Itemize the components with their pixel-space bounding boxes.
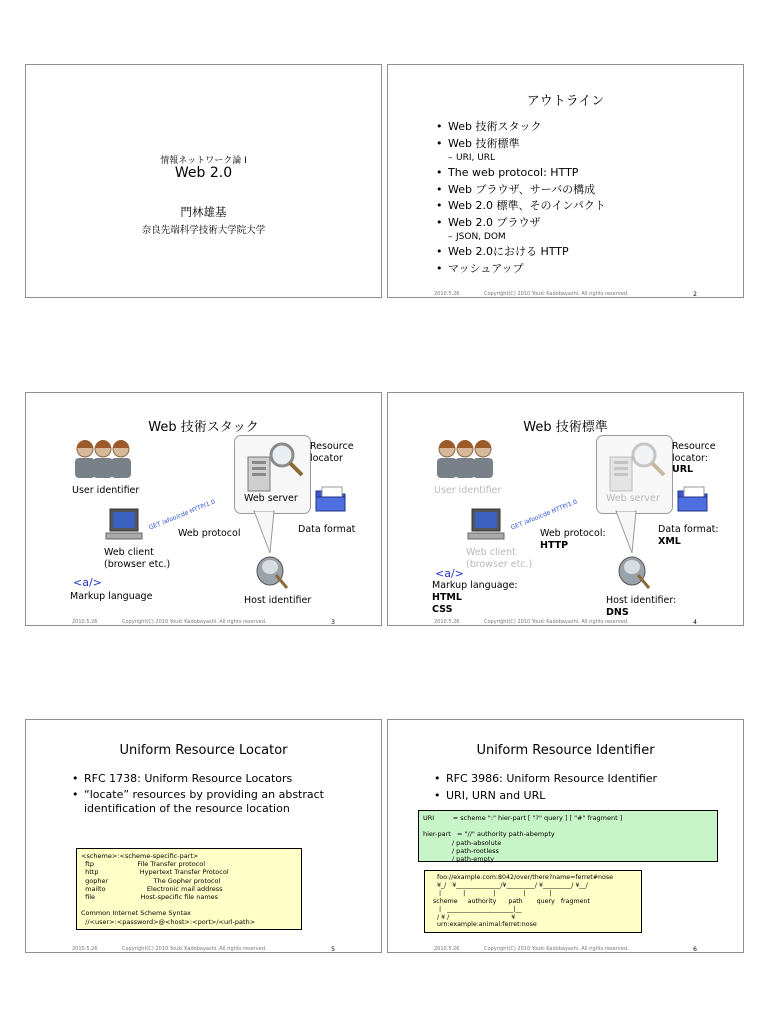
data-format-value: XML [658, 536, 681, 547]
web-protocol-value: HTTP [540, 540, 569, 551]
uri-grammar-box: URI = scheme ":" hier-part [ "?" query ] [ "#" fragment ] hier-part = "//" authority path-abempty / path-absolute / path-rootless / path-empty [418, 810, 718, 862]
users-icon [433, 439, 497, 481]
user-identifier-label: User identifier [434, 485, 502, 496]
magnifier-icon [266, 441, 306, 481]
folder-icon [676, 485, 710, 513]
slide-title: Uniform Resource Identifier [476, 743, 655, 758]
footer-date: 2010.5.26 [434, 291, 460, 297]
list-item: • Web ブラウザ、サーバの構成 [434, 182, 606, 199]
web-server-label: Web server [244, 493, 298, 504]
list-item: • RFC 1738: Uniform Resource Locators [70, 771, 324, 788]
footer-copyright: Copyright(C) 2010 Youki Kadobayashi. All rights reserved. [484, 291, 629, 297]
slide-title: アウトライン [526, 94, 605, 109]
list-item: • “locate” resources by providing an abstract identification of the resource location [70, 788, 324, 817]
page-number: 2 [693, 291, 697, 298]
footer-copyright: Copyright(C) 2010 Youki Kadobayashi. All rights reserved. [484, 946, 629, 952]
bullet-list [432, 771, 657, 804]
slide-2 [387, 64, 744, 298]
a-tag-label: <a/> [73, 576, 102, 589]
footer-copyright: Copyright(C) 2010 Youki Kadobayashi. All rights reserved. [122, 619, 267, 625]
slide-5 [25, 719, 382, 953]
footer-date: 2010.5.26 [72, 619, 98, 625]
slide-title: Web 技術スタック [148, 420, 259, 435]
client-computer-icon [104, 507, 144, 541]
web-protocol-label: Web protocol: [540, 528, 606, 539]
footer-copyright: Copyright(C) 2010 Youki Kadobayashi. All rights reserved. [122, 946, 267, 952]
user-identifier-label: User identifier [72, 485, 140, 496]
slide-3 [25, 392, 382, 626]
author-name: 門林雄基 [180, 205, 227, 219]
page-number: 5 [331, 946, 335, 953]
page-number: 4 [693, 619, 697, 626]
slide-6 [387, 719, 744, 953]
host-icon [616, 553, 652, 591]
list-sub-item: – URI, URL [434, 152, 606, 165]
list-item: • RFC 3986: Uniform Resource Identifier [432, 771, 657, 788]
host-icon [254, 553, 290, 591]
list-item: • Web 2.0 ブラウザ [434, 215, 606, 232]
markup-language-label: Markup language: [432, 580, 518, 591]
web-protocol-label: Web protocol [178, 528, 241, 539]
resource-locator-label: Resource locator [310, 441, 354, 464]
users-icon [71, 439, 135, 481]
slide-4 [387, 392, 744, 626]
data-format-label: Data format [298, 524, 356, 535]
host-identifier-value: DNS [606, 607, 629, 618]
magnifier-icon [628, 441, 668, 481]
slide-1 [25, 64, 382, 298]
markup-language-label: Markup language [70, 591, 153, 602]
markup-language-values: HTML CSS [432, 592, 462, 615]
resource-locator-value: URL [672, 464, 694, 475]
list-item: • マッシュアップ [434, 261, 606, 278]
web-client-label: Web client (browser etc.) [104, 547, 171, 570]
slide-title: Uniform Resource Locator [119, 743, 288, 758]
url-syntax-box: <scheme>:<scheme-specific-part> ftp File Transfer protocol http Hypertext Transfer Protocol gopher The Gopher protocol mailto Electronic mail address file Host-specific file names Common Internet Scheme Syntax //<user>:<password>@<host>:<port>/<url-path> [76, 848, 302, 930]
web-client-label: Web client (browser etc.) [466, 547, 533, 570]
host-identifier-label: Host identifier [244, 595, 312, 606]
list-item: • URI, URN and URL [432, 788, 657, 805]
footer-date: 2010.5.26 [434, 946, 460, 952]
list-item: • Web 技術スタック [434, 119, 606, 136]
footer-copyright: Copyright(C) 2010 Youki Kadobayashi. All rights reserved. [484, 619, 629, 625]
a-tag-label: <a/> [435, 567, 464, 580]
slide-title: Web 2.0 [174, 165, 233, 181]
list-item: • Web 2.0における HTTP [434, 244, 606, 261]
page-number: 6 [693, 946, 697, 953]
get-request-text: GET /afoo/cde HTTP/1.0 [148, 498, 217, 532]
page-number: 3 [331, 619, 335, 626]
affiliation: 奈良先端科学技術大学院大学 [141, 225, 266, 236]
list-item: • Web 技術標準 [434, 136, 606, 153]
resource-locator-label: Resource locator: [672, 441, 716, 464]
client-computer-icon [466, 507, 506, 541]
list-item: • The web protocol: HTTP [434, 165, 606, 182]
outline-list [434, 119, 606, 277]
get-request-text: GET /afoo/cde HTTP/1.0 [510, 498, 579, 532]
folder-icon [314, 485, 348, 513]
list-sub-item: – JSON, DOM [434, 231, 606, 244]
footer-date: 2010.5.26 [72, 946, 98, 952]
uri-example-box: foo://example.com:8042/over/there?name=ferret#nose ¥_/ ¥______________/¥_________/ ¥_________/ ¥__/ | | | | | scheme authority path query fragment | _____________________|__ / ¥ / ¥ urn:example:animal:ferret:nose [424, 870, 642, 933]
course-name: 情報ネットワーク論 I [160, 156, 247, 166]
bullet-list [70, 771, 324, 817]
list-item: • Web 2.0 標準、そのインパクト [434, 198, 606, 215]
slide-title: Web 技術標準 [523, 420, 608, 435]
footer-date: 2010.5.26 [434, 619, 460, 625]
host-identifier-label: Host identifier: [606, 595, 677, 606]
data-format-label: Data format: [658, 524, 719, 535]
web-server-label: Web server [606, 493, 660, 504]
